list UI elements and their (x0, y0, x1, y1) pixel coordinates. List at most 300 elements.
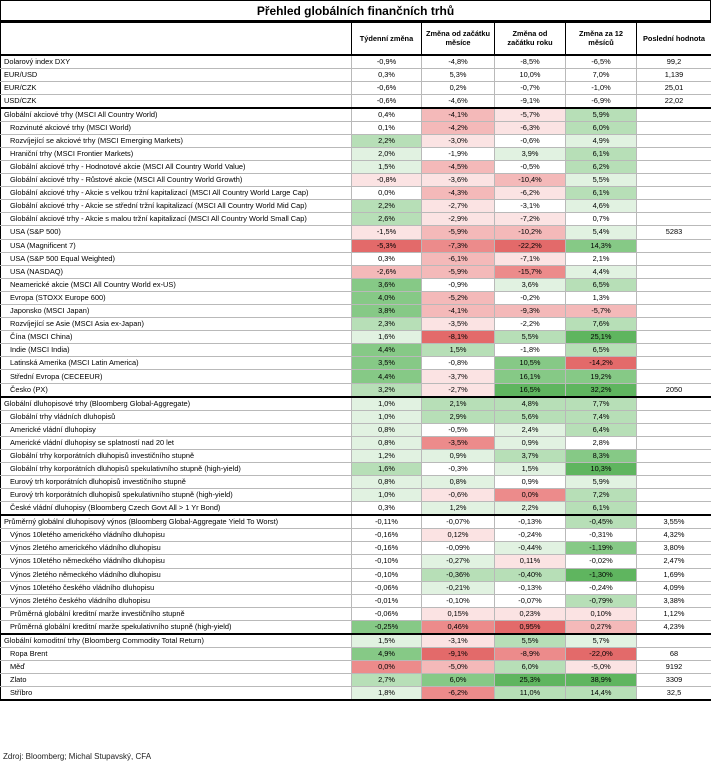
header-ytd-change: Změna od začátku roku (495, 23, 566, 55)
change-cell: 7,7% (566, 397, 637, 411)
change-cell: -4,3% (422, 187, 495, 200)
row-label: Rozvinuté akciové trhy (MSCI World) (1, 121, 352, 134)
last-value-cell: 99,2 (637, 55, 711, 69)
change-cell: 5,9% (566, 476, 637, 489)
last-value-cell (637, 436, 711, 449)
change-cell: 1,0% (352, 489, 422, 502)
last-value-cell: 9192 (637, 660, 711, 673)
last-value-cell (637, 108, 711, 122)
change-cell: 6,1% (566, 502, 637, 516)
last-value-cell (637, 502, 711, 516)
change-cell: 0,9% (495, 436, 566, 449)
change-cell: 0,3% (352, 252, 422, 265)
change-cell: -6,3% (495, 121, 566, 134)
change-cell: 0,7% (566, 213, 637, 226)
source-note: Zdroj: Bloomberg; Michal Stupavský, CFA (3, 752, 152, 761)
change-cell: 2,6% (352, 213, 422, 226)
change-cell: -15,7% (495, 265, 566, 278)
table-row (1, 344, 711, 357)
header-12m-change: Změna za 12 měsíců (566, 23, 637, 55)
row-label: Globální akciové trhy - Akcie s malou tržní kapitalizací (MSCI All Country World Small Cap) (1, 213, 352, 226)
change-cell: 1,5% (495, 462, 566, 475)
change-cell: 0,15% (422, 607, 495, 620)
change-cell: -0,07% (422, 515, 495, 529)
change-cell: 6,1% (566, 187, 637, 200)
last-value-cell (637, 357, 711, 370)
change-cell: -10,4% (495, 174, 566, 187)
row-label: USA (Magnificent 7) (1, 239, 352, 252)
change-cell: 6,5% (566, 278, 637, 291)
change-cell: 3,9% (495, 147, 566, 160)
change-cell: 3,7% (495, 449, 566, 462)
row-label: Japonsko (MSCI Japan) (1, 305, 352, 318)
change-cell: -1,19% (566, 542, 637, 555)
row-label: Globální trhy vládních dluhopisů (1, 410, 352, 423)
change-cell: 1,3% (566, 291, 637, 304)
change-cell: 5,7% (566, 634, 637, 648)
change-cell: 0,3% (352, 502, 422, 516)
change-cell: 25,3% (495, 674, 566, 687)
change-cell: 1,8% (352, 687, 422, 701)
change-cell: 0,12% (422, 529, 495, 542)
table-row (1, 226, 711, 239)
change-cell: 5,5% (495, 634, 566, 648)
table-row (1, 634, 711, 648)
table-header (1, 23, 711, 55)
header-label (1, 23, 352, 55)
change-cell: 5,5% (566, 174, 637, 187)
table-row (1, 449, 711, 462)
change-cell: 2,8% (566, 436, 637, 449)
change-cell: 3,2% (352, 383, 422, 397)
change-cell: 1,5% (422, 344, 495, 357)
change-cell: 14,4% (566, 687, 637, 701)
change-cell: -4,1% (422, 305, 495, 318)
row-label: Výnos 2letého českého vládního dluhopisu (1, 594, 352, 607)
change-cell: -0,24% (566, 581, 637, 594)
table-row (1, 687, 711, 701)
change-cell: 1,0% (352, 410, 422, 423)
change-cell: 4,0% (352, 291, 422, 304)
change-cell: 4,8% (495, 397, 566, 411)
last-value-cell: 3,55% (637, 515, 711, 529)
row-label: Globální akciové trhy - Akcie se střední tržní kapitalizací (MSCI All Country World Mid Cap) (1, 200, 352, 213)
row-label: EUR/USD (1, 68, 352, 81)
change-cell: 4,4% (566, 265, 637, 278)
change-cell: -1,0% (566, 81, 637, 94)
table-row (1, 305, 711, 318)
row-label: Dolarový index DXY (1, 55, 352, 69)
row-label: Ropa Brent (1, 647, 352, 660)
last-value-cell (637, 318, 711, 331)
row-label: Průměrná globální kreditní marže spekulativního stupně (high-yield) (1, 620, 352, 634)
change-cell: -0,13% (495, 581, 566, 594)
change-cell: -5,7% (495, 108, 566, 122)
last-value-cell: 3,80% (637, 542, 711, 555)
header-mtd-change: Změna od začátku měsíce (422, 23, 495, 55)
change-cell: 6,0% (566, 121, 637, 134)
last-value-cell (637, 331, 711, 344)
row-label: Globální trhy korporátních dluhopisů spekulativního stupně (high-yield) (1, 462, 352, 475)
change-cell: -0,11% (352, 515, 422, 529)
table-row (1, 357, 711, 370)
change-cell: 2,0% (352, 147, 422, 160)
page-title: Přehled globálních finančních trhů (0, 0, 711, 22)
table-row (1, 607, 711, 620)
change-cell: 5,3% (422, 68, 495, 81)
change-cell: -0,6% (495, 134, 566, 147)
change-cell: -4,2% (422, 121, 495, 134)
change-cell: -0,27% (422, 555, 495, 568)
change-cell: 4,4% (352, 370, 422, 383)
change-cell: -6,5% (566, 55, 637, 69)
row-label: Globální akciové trhy - Růstové akcie (MSCI All Country World Growth) (1, 174, 352, 187)
change-cell: 7,2% (566, 489, 637, 502)
change-cell: -4,8% (422, 55, 495, 69)
change-cell: 0,0% (352, 660, 422, 673)
row-label: Výnos 2letého amerického vládního dluhopisu (1, 542, 352, 555)
row-label: Rozvíjející se akciové trhy (MSCI Emerging Markets) (1, 134, 352, 147)
change-cell: -9,1% (495, 94, 566, 108)
table-row (1, 489, 711, 502)
table-row (1, 581, 711, 594)
change-cell: 25,1% (566, 331, 637, 344)
change-cell: -5,0% (566, 660, 637, 673)
table-row (1, 121, 711, 134)
change-cell: 2,2% (352, 134, 422, 147)
change-cell: -3,6% (422, 174, 495, 187)
table-row (1, 568, 711, 581)
last-value-cell (637, 291, 711, 304)
row-label: Průměrný globální dluhopisový výnos (Bloomberg Global-Aggregate Yield To Worst) (1, 515, 352, 529)
last-value-cell (637, 134, 711, 147)
change-cell: 0,10% (566, 607, 637, 620)
change-cell: 0,8% (422, 476, 495, 489)
row-label: Americké vládní dluhopisy se splatností nad 20 let (1, 436, 352, 449)
table-row (1, 515, 711, 529)
last-value-cell (637, 265, 711, 278)
change-cell: -0,16% (352, 542, 422, 555)
change-cell: 2,1% (566, 252, 637, 265)
change-cell: 0,23% (495, 607, 566, 620)
last-value-cell (637, 200, 711, 213)
last-value-cell: 1,12% (637, 607, 711, 620)
table-row (1, 213, 711, 226)
table-row (1, 278, 711, 291)
table-row (1, 174, 711, 187)
change-cell: 7,0% (566, 68, 637, 81)
change-cell: -7,2% (495, 213, 566, 226)
change-cell: 0,9% (495, 476, 566, 489)
change-cell: -3,1% (422, 634, 495, 648)
change-cell: 38,9% (566, 674, 637, 687)
change-cell: -0,13% (495, 515, 566, 529)
last-value-cell (637, 370, 711, 383)
row-label: Globální komoditní trhy (Bloomberg Commodity Total Return) (1, 634, 352, 648)
change-cell: 6,0% (495, 660, 566, 673)
change-cell: -7,3% (422, 239, 495, 252)
change-cell: 3,6% (352, 278, 422, 291)
change-cell: 4,6% (566, 200, 637, 213)
last-value-cell (637, 634, 711, 648)
change-cell: -5,0% (422, 660, 495, 673)
last-value-cell (637, 174, 711, 187)
change-cell: 0,27% (566, 620, 637, 634)
change-cell: 3,8% (352, 305, 422, 318)
last-value-cell (637, 305, 711, 318)
table-body (1, 55, 711, 701)
change-cell: -3,5% (422, 318, 495, 331)
row-label: Stříbro (1, 687, 352, 701)
table-row (1, 318, 711, 331)
change-cell: -5,9% (422, 265, 495, 278)
change-cell: -4,5% (422, 160, 495, 173)
change-cell: -0,5% (422, 423, 495, 436)
row-label: Rozvíjející se Asie (MSCI Asia ex-Japan) (1, 318, 352, 331)
last-value-cell: 1,69% (637, 568, 711, 581)
change-cell: 5,5% (495, 331, 566, 344)
change-cell: -0,21% (422, 581, 495, 594)
table-row (1, 620, 711, 634)
last-value-cell: 3309 (637, 674, 711, 687)
change-cell: 10,0% (495, 68, 566, 81)
table-row (1, 660, 711, 673)
change-cell: -1,9% (422, 147, 495, 160)
change-cell: -6,2% (422, 687, 495, 701)
table-row (1, 160, 711, 173)
change-cell: 8,3% (566, 449, 637, 462)
table-row (1, 265, 711, 278)
row-label: Globální akciové trhy - Akcie s velkou tržní kapitalizací (MSCI All Country World Large Cap) (1, 187, 352, 200)
change-cell: -0,25% (352, 620, 422, 634)
table-row (1, 410, 711, 423)
change-cell: -5,3% (352, 239, 422, 252)
change-cell: 0,8% (352, 436, 422, 449)
table-row (1, 502, 711, 516)
row-label: USA (NASDAQ) (1, 265, 352, 278)
change-cell: -0,8% (422, 357, 495, 370)
change-cell: 0,1% (352, 121, 422, 134)
change-cell: 0,95% (495, 620, 566, 634)
table-row (1, 68, 711, 81)
last-value-cell: 2050 (637, 383, 711, 397)
table-row (1, 542, 711, 555)
change-cell: 2,2% (352, 200, 422, 213)
last-value-cell (637, 476, 711, 489)
change-cell: 2,9% (422, 410, 495, 423)
change-cell: -4,1% (422, 108, 495, 122)
change-cell: -2,2% (495, 318, 566, 331)
change-cell: -8,5% (495, 55, 566, 69)
change-cell: 1,2% (352, 449, 422, 462)
market-overview-table (0, 22, 711, 701)
change-cell: -8,1% (422, 331, 495, 344)
last-value-cell (637, 397, 711, 411)
row-label: USD/CZK (1, 94, 352, 108)
last-value-cell (637, 489, 711, 502)
change-cell: 6,1% (566, 147, 637, 160)
change-cell: -0,36% (422, 568, 495, 581)
change-cell: 0,0% (352, 187, 422, 200)
last-value-cell (637, 462, 711, 475)
change-cell: -5,9% (422, 226, 495, 239)
change-cell: -4,6% (422, 94, 495, 108)
change-cell: -0,5% (495, 160, 566, 173)
change-cell: -0,8% (352, 174, 422, 187)
change-cell: 0,8% (352, 476, 422, 489)
row-label: Eurový trh korporátních dluhopisů spekulativního stupně (high-yield) (1, 489, 352, 502)
change-cell: -14,2% (566, 357, 637, 370)
change-cell: -2,6% (352, 265, 422, 278)
change-cell: -0,06% (352, 581, 422, 594)
row-label: Česko (PX) (1, 383, 352, 397)
change-cell: 6,5% (566, 344, 637, 357)
table-row (1, 81, 711, 94)
change-cell: 10,3% (566, 462, 637, 475)
change-cell: 2,3% (352, 318, 422, 331)
change-cell: 14,3% (566, 239, 637, 252)
last-value-cell: 1,139 (637, 68, 711, 81)
last-value-cell: 4,32% (637, 529, 711, 542)
table-row (1, 291, 711, 304)
table-row (1, 134, 711, 147)
table-row (1, 239, 711, 252)
row-label: Výnos 10letého amerického vládního dluhopisu (1, 529, 352, 542)
change-cell: 7,6% (566, 318, 637, 331)
change-cell: 32,2% (566, 383, 637, 397)
row-label: Indie (MSCI India) (1, 344, 352, 357)
row-label: Zlato (1, 674, 352, 687)
change-cell: 0,11% (495, 555, 566, 568)
change-cell: 7,4% (566, 410, 637, 423)
change-cell: -0,40% (495, 568, 566, 581)
change-cell: 16,5% (495, 383, 566, 397)
change-cell: -2,9% (422, 213, 495, 226)
change-cell: -1,8% (495, 344, 566, 357)
table-row (1, 200, 711, 213)
row-label: Globální akciové trhy (MSCI All Country World) (1, 108, 352, 122)
change-cell: -22,0% (566, 647, 637, 660)
row-label: Americké vládní dluhopisy (1, 423, 352, 436)
last-value-cell (637, 213, 711, 226)
change-cell: 1,2% (422, 502, 495, 516)
table-row (1, 108, 711, 122)
change-cell: -1,30% (566, 568, 637, 581)
change-cell: 16,1% (495, 370, 566, 383)
last-value-cell (637, 410, 711, 423)
change-cell: -10,2% (495, 226, 566, 239)
last-value-cell: 5283 (637, 226, 711, 239)
change-cell: -0,31% (566, 529, 637, 542)
change-cell: -0,2% (495, 291, 566, 304)
last-value-cell (637, 423, 711, 436)
change-cell: 6,0% (422, 674, 495, 687)
last-value-cell (637, 449, 711, 462)
change-cell: -0,6% (352, 94, 422, 108)
table-row (1, 55, 711, 69)
row-label: Výnos 10letého českého vládního dluhopisu (1, 581, 352, 594)
table-row (1, 397, 711, 411)
change-cell: 2,7% (352, 674, 422, 687)
row-label: Globální trhy korporátních dluhopisů investičního stupně (1, 449, 352, 462)
change-cell: 1,5% (352, 634, 422, 648)
last-value-cell (637, 147, 711, 160)
change-cell: -6,2% (495, 187, 566, 200)
table-row (1, 462, 711, 475)
change-cell: 5,9% (566, 108, 637, 122)
row-label: USA (S&P 500 Equal Weighted) (1, 252, 352, 265)
change-cell: 6,2% (566, 160, 637, 173)
last-value-cell (637, 252, 711, 265)
row-label: Latinská Amerika (MSCI Latin America) (1, 357, 352, 370)
row-label: Měď (1, 660, 352, 673)
row-label: Evropa (STOXX Europe 600) (1, 291, 352, 304)
table-row (1, 436, 711, 449)
row-label: Výnos 10letého německého vládního dluhopisu (1, 555, 352, 568)
last-value-cell: 25,01 (637, 81, 711, 94)
change-cell: 4,4% (352, 344, 422, 357)
table-row (1, 674, 711, 687)
change-cell: -5,7% (566, 305, 637, 318)
change-cell: 0,9% (422, 449, 495, 462)
change-cell: 4,9% (566, 134, 637, 147)
last-value-cell (637, 121, 711, 134)
table-row (1, 370, 711, 383)
change-cell: 10,5% (495, 357, 566, 370)
row-label: EUR/CZK (1, 81, 352, 94)
change-cell: 3,6% (495, 278, 566, 291)
table-row (1, 594, 711, 607)
table-row (1, 147, 711, 160)
change-cell: 11,0% (495, 687, 566, 701)
table-row (1, 555, 711, 568)
last-value-cell: 32,5 (637, 687, 711, 701)
change-cell: 0,2% (422, 81, 495, 94)
change-cell: -0,44% (495, 542, 566, 555)
table-row (1, 252, 711, 265)
table-row (1, 423, 711, 436)
change-cell: 5,4% (566, 226, 637, 239)
change-cell: -3,0% (422, 134, 495, 147)
last-value-cell: 2,47% (637, 555, 711, 568)
change-cell: -8,9% (495, 647, 566, 660)
change-cell: 6,4% (566, 423, 637, 436)
change-cell: 1,6% (352, 462, 422, 475)
change-cell: -6,9% (566, 94, 637, 108)
change-cell: 1,6% (352, 331, 422, 344)
last-value-cell (637, 344, 711, 357)
last-value-cell (637, 187, 711, 200)
header-weekly-change: Týdenní změna (352, 23, 422, 55)
change-cell: -5,2% (422, 291, 495, 304)
last-value-cell (637, 160, 711, 173)
row-label: Střední Evropa (CECEEUR) (1, 370, 352, 383)
change-cell: -3,5% (422, 436, 495, 449)
change-cell: -0,24% (495, 529, 566, 542)
last-value-cell (637, 239, 711, 252)
change-cell: -0,10% (352, 568, 422, 581)
change-cell: -0,16% (352, 529, 422, 542)
change-cell: -22,2% (495, 239, 566, 252)
row-label: Neamerické akcie (MSCI All Country World ex-US) (1, 278, 352, 291)
change-cell: -0,7% (495, 81, 566, 94)
table-row (1, 331, 711, 344)
row-label: Globální akciové trhy - Hodnotové akcie (MSCI All Country World Value) (1, 160, 352, 173)
change-cell: -9,3% (495, 305, 566, 318)
change-cell: 3,5% (352, 357, 422, 370)
change-cell: -0,6% (352, 81, 422, 94)
last-value-cell: 68 (637, 647, 711, 660)
